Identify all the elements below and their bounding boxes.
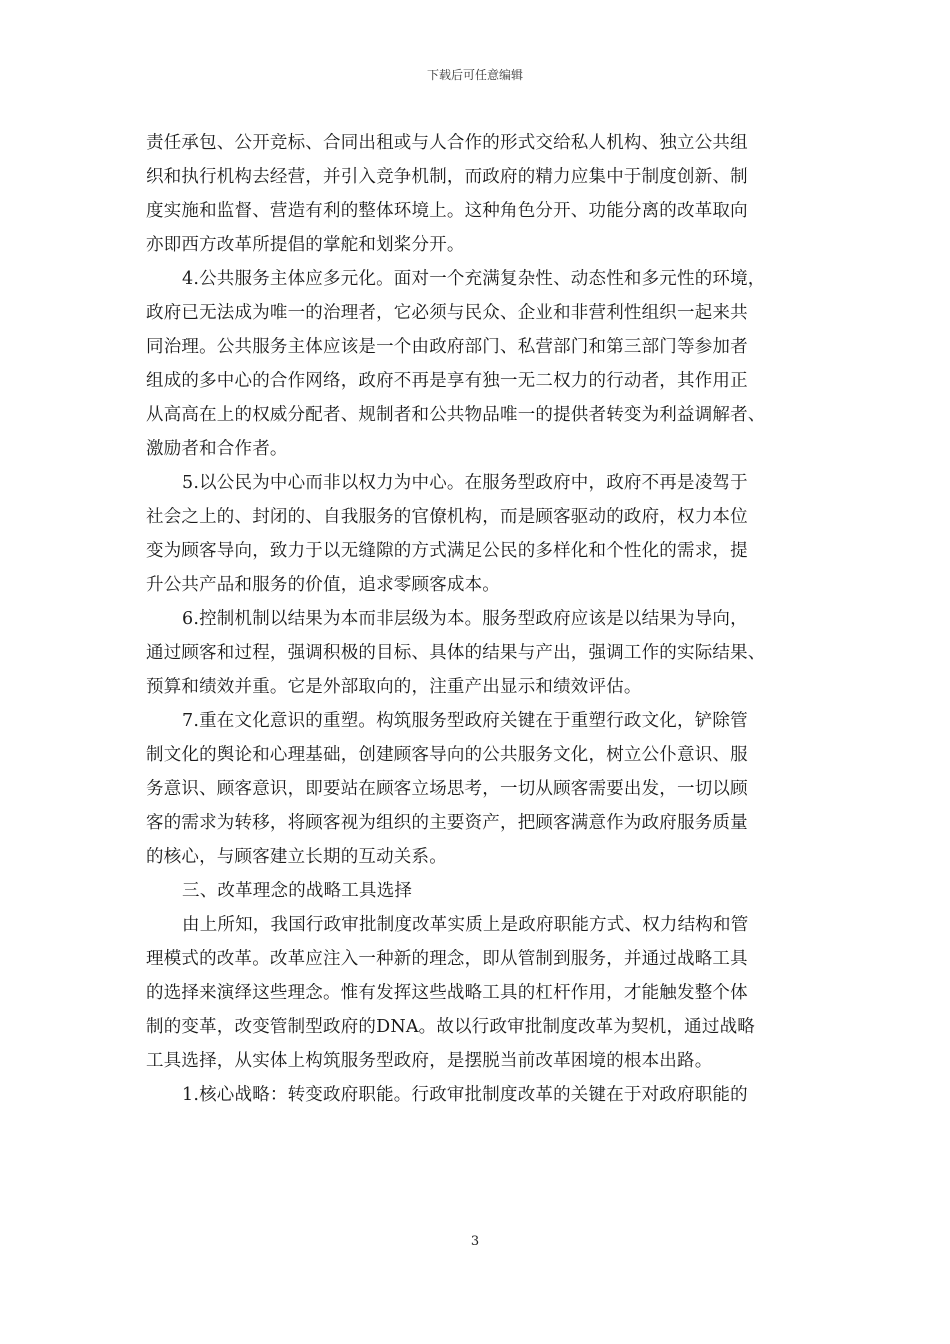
text-line: 激励者和合作者。 [146, 439, 288, 459]
text-line: 织和执行机构去经营，并引入竞争机制，而政府的精力应集中于制度创新、制 [146, 167, 748, 187]
text-line: 的选择来演绎这些理念。惟有发挥这些战略工具的杠杆作用，才能触发整个体 [146, 983, 748, 1003]
text-line: 务意识、顾客意识，即要站在顾客立场思考，一切从顾客需要出发，一切以顾 [146, 779, 748, 799]
text-line: 责任承包、公开竞标、合同出租或与人合作的形式交给私人机构、独立公共组 [146, 133, 748, 153]
section-heading: 三、改革理念的战略工具选择 [182, 881, 413, 901]
page-header: 下载后可任意编辑 [426, 68, 523, 82]
text-line: 组成的多中心的合作网络，政府不再是享有独一无二权力的行动者，其作用正 [146, 371, 748, 391]
page-number: 3 [470, 1234, 480, 1249]
text-line: 同治理。公共服务主体应该是一个由政府部门、私营部门和第三部门等参加者 [146, 337, 748, 357]
paragraph-start: 由上所知，我国行政审批制度改革实质上是政府职能方式、权力结构和管 [182, 915, 749, 935]
paragraph-6-start: 6.控制机制以结果为本而非层级为本。服务型政府应该是以结果为导向， [182, 609, 748, 629]
text-line: 政府已无法成为唯一的治理者，它必须与民众、企业和非营利性组织一起来共 [146, 303, 748, 323]
text-line: 理模式的改革。改革应注入一种新的理念，即从管制到服务，并通过战略工具 [146, 949, 748, 969]
text-line: 从高高在上的权威分配者、规制者和公共物品唯一的提供者转变为利益调解者、 [146, 405, 766, 425]
text-line: 度实施和监督、营造有利的整体环境上。这种角色分开、功能分离的改革取向 [146, 201, 748, 221]
text-line: 亦即西方改革所提倡的掌舵和划桨分开。 [146, 235, 465, 255]
paragraph-7-start: 7.重在文化意识的重塑。构筑服务型政府关键在于重塑行政文化，铲除管 [182, 711, 748, 731]
text-line: 预算和绩效并重。它是外部取向的，注重产出显示和绩效评估。 [146, 677, 642, 697]
text-line: 通过顾客和过程，强调积极的目标、具体的结果与产出，强调工作的实际结果、 [146, 643, 766, 663]
text-line: 社会之上的、封闭的、自我服务的官僚机构，而是顾客驱动的政府，权力本位 [146, 507, 748, 527]
paragraph-5-start: 5.以公民为中心而非以权力为中心。在服务型政府中，政府不再是凌驾于 [182, 473, 748, 493]
text-line: 变为顾客导向，致力于以无缝隙的方式满足公民的多样化和个性化的需求，提 [146, 541, 748, 561]
text-line: 工具选择，从实体上构筑服务型政府，是摆脱当前改革困境的根本出路。 [146, 1051, 713, 1071]
text-line: 制文化的舆论和心理基础，创建顾客导向的公共服务文化，树立公仆意识、服 [146, 745, 748, 765]
text-line: 的核心，与顾客建立长期的互动关系。 [146, 847, 447, 867]
paragraph-4-start: 4.公共服务主体应多元化。面对一个充满复杂性、动态性和多元性的环境， [182, 269, 766, 289]
paragraph-1-start: 1.核心战略：转变政府职能。行政审批制度改革的关键在于对政府职能的 [182, 1085, 748, 1105]
text-line: 客的需求为转移，将顾客视为组织的主要资产，把顾客满意作为政府服务质量 [146, 813, 748, 833]
body-text [146, 126, 810, 1112]
text-line: 升公共产品和服务的价值，追求零顾客成本。 [146, 575, 500, 595]
text-line: 制的变革，改变管制型政府的DNA。故以行政审批制度改革为契机，通过战略 [146, 1017, 755, 1037]
